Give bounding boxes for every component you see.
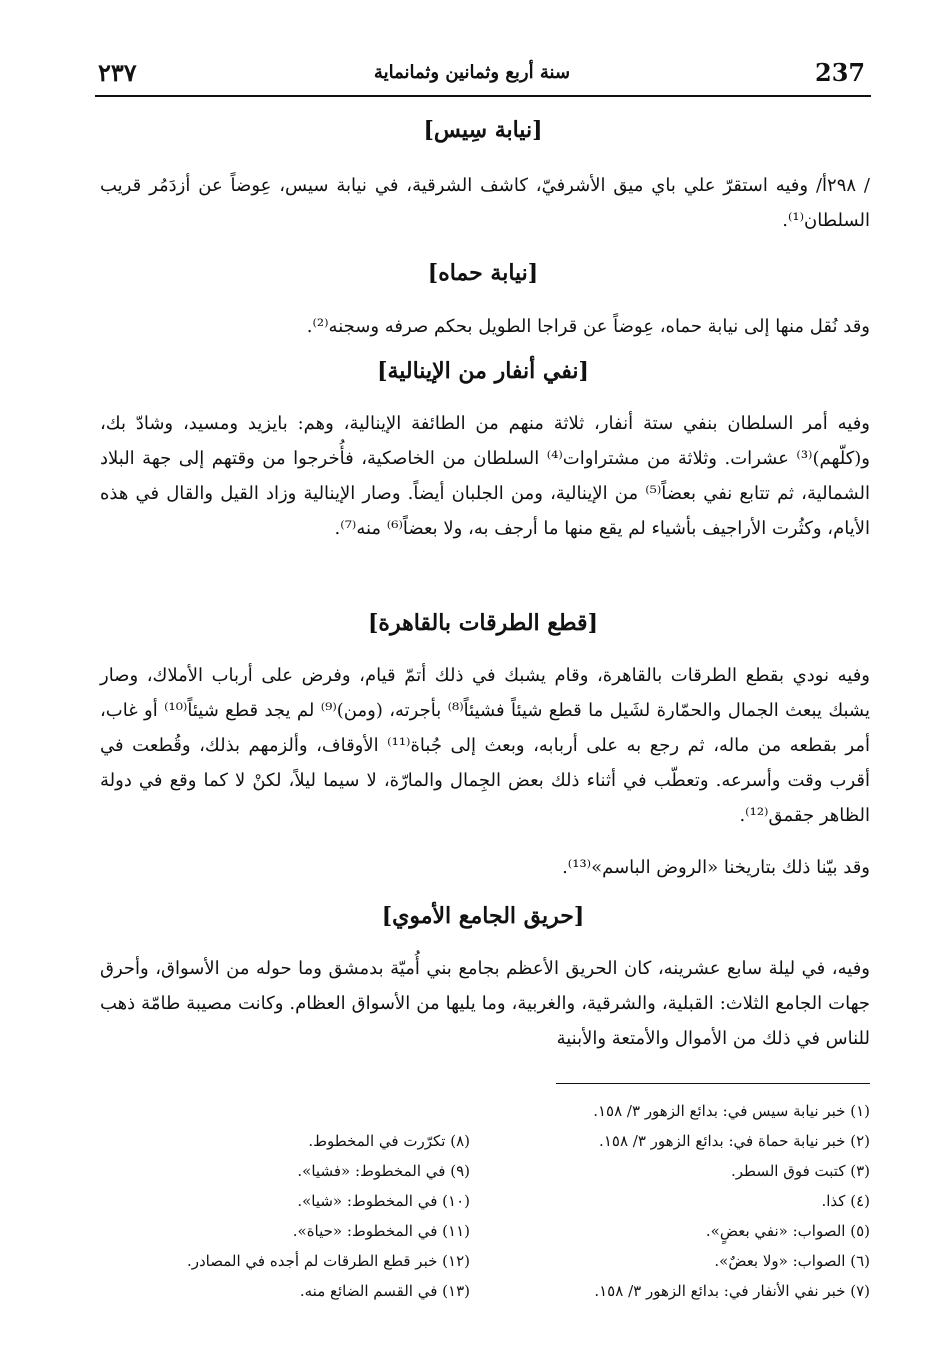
section-heading-hama: [نيابة حماه] <box>427 260 539 286</box>
paragraph-exile: وفيه أمر السلطان بنفي ستة أنفار، ثلاثة منهم من الطائفة الإينالية، وهم: بايزيد ومسيد، وشادّ بك، و(كلّهم)⁽³⁾ عشرات. وثلاثة من مشتراوات⁽⁴⁾ السلطان من الخاصكية، فأُخرجوا من وقتهم إلى جهة البلاد الشمالية، ثم تتابع نفي بعضاً⁽⁵⁾ من الإينالية، ومن الجلبان أيضاً. وصار الإينالية وزاد القيل والقال في هذه الأيام، وكثُرت الأراجيف بأشياء لم يقع منها ما أرجف به، ولا بعضاً⁽⁶⁾ منه⁽⁷⁾. <box>100 413 870 539</box>
footnote-8: (٨) تكرّرت في المخطوط. <box>308 1132 470 1150</box>
footnotes-left-column <box>120 1126 470 1306</box>
section-heading-sis: [نيابة سِيس] <box>423 117 543 143</box>
paragraph-hama: وقد نُقل منها إلى نيابة حماه، عِوضاً عن قراجا الطويل بحكم صرفه وسجنه⁽²⁾. <box>306 316 870 337</box>
page-number-latin: 237 <box>815 58 866 87</box>
footnote-2: (٢) خبر نيابة حماة في: بدائع الزهور ٣/ ١٥٨. <box>599 1132 870 1150</box>
footnote-7: (٧) خبر نفي الأنفار في: بدائع الزهور ٣/ ١٥٨. <box>594 1282 870 1300</box>
page-number-arabic: ٢٣٧ <box>98 58 137 87</box>
running-header-title: سنة أربع وثمانين وثمانماية <box>373 62 571 83</box>
header-rule <box>95 95 871 97</box>
footnote-3: (٣) كتبت فوق السطر. <box>730 1162 870 1180</box>
section-heading-fire: [حريق الجامع الأموي] <box>381 903 585 929</box>
paragraph-sis: / ٢٩٨أ/ وفيه استقرّ علي باي ميق الأشرفيّ، كاشف الشرقية، في نيابة سيس، عِوضاً عن أزدَمُر قريب السلطان⁽¹⁾. <box>100 175 870 231</box>
footnote-1: (١) خبر نيابة سيس في: بدائع الزهور ٣/ ١٥٨. <box>593 1102 870 1120</box>
footnote-4: (٤) كذا. <box>821 1192 870 1210</box>
paragraph-roads-note: وقد بيّنا ذلك بتاريخنا «الروض الباسم»⁽¹³⁾. <box>562 857 870 878</box>
footnote-separator <box>556 1083 870 1084</box>
footnote-10: (١٠) في المخطوط: «شيا». <box>297 1192 470 1210</box>
footnote-5: (٥) الصواب: «نفي بعضٍ». <box>705 1222 870 1240</box>
section-heading-roads: [قطع الطرقات بالقاهرة] <box>368 610 598 636</box>
section-heading-exile: [نفي أنفار من الإينالية] <box>377 358 589 384</box>
footnotes-right-column <box>480 1096 870 1306</box>
footnote-6: (٦) الصواب: «ولا بعضٌ». <box>714 1252 870 1270</box>
footnote-9: (٩) في المخطوط: «فشيا». <box>297 1162 470 1180</box>
footnote-13: (١٣) في القسم الضائع منه. <box>299 1282 470 1300</box>
paragraph-fire: وفيه، في ليلة سابع عشرينه، كان الحريق الأعظم بجامع بني أُميّة بدمشق وما حوله من الأسواق، وأحرق جهات الجامع الثلاث: القبلية، والشرقية، والغربية، وما يليها من الأسواق العظام. وكانت مصيبة طامّة ذهب للناس في ذلك من الأموال والأمتعة والأبنية <box>100 958 870 1049</box>
footnote-12: (١٢) خبر قطع الطرقات لم أجده في المصادر. <box>186 1252 470 1270</box>
paragraph-roads: وفيه نودي بقطع الطرقات بالقاهرة، وقام يشبك في ذلك أتمّ قيام، وفرض على أرباب الأملاك، وصار يشبك يبعث الجمال والحمّارة لشَيل ما قطع شيئاً فشيئاً⁽⁸⁾ بأجرته، (ومن)⁽⁹⁾ لم يجد قطع شيئاً⁽¹⁰⁾ أو غاب، أمر بقطعه من ماله، ثم رجع به على أربابه، وبعث إلى جُباة⁽¹¹⁾ الأوقاف، وألزمهم بذلك، وقُطعت في أقرب وقت وأسرعه. وتعطّب في أثناء ذلك بعض الجِمال والمارّة، لا سيما ليلاً، لكنْ لا كما وقع في دولة الظاهر جقمق⁽¹²⁾. <box>100 665 870 826</box>
footnote-11: (١١) في المخطوط: «حياة». <box>292 1222 470 1240</box>
